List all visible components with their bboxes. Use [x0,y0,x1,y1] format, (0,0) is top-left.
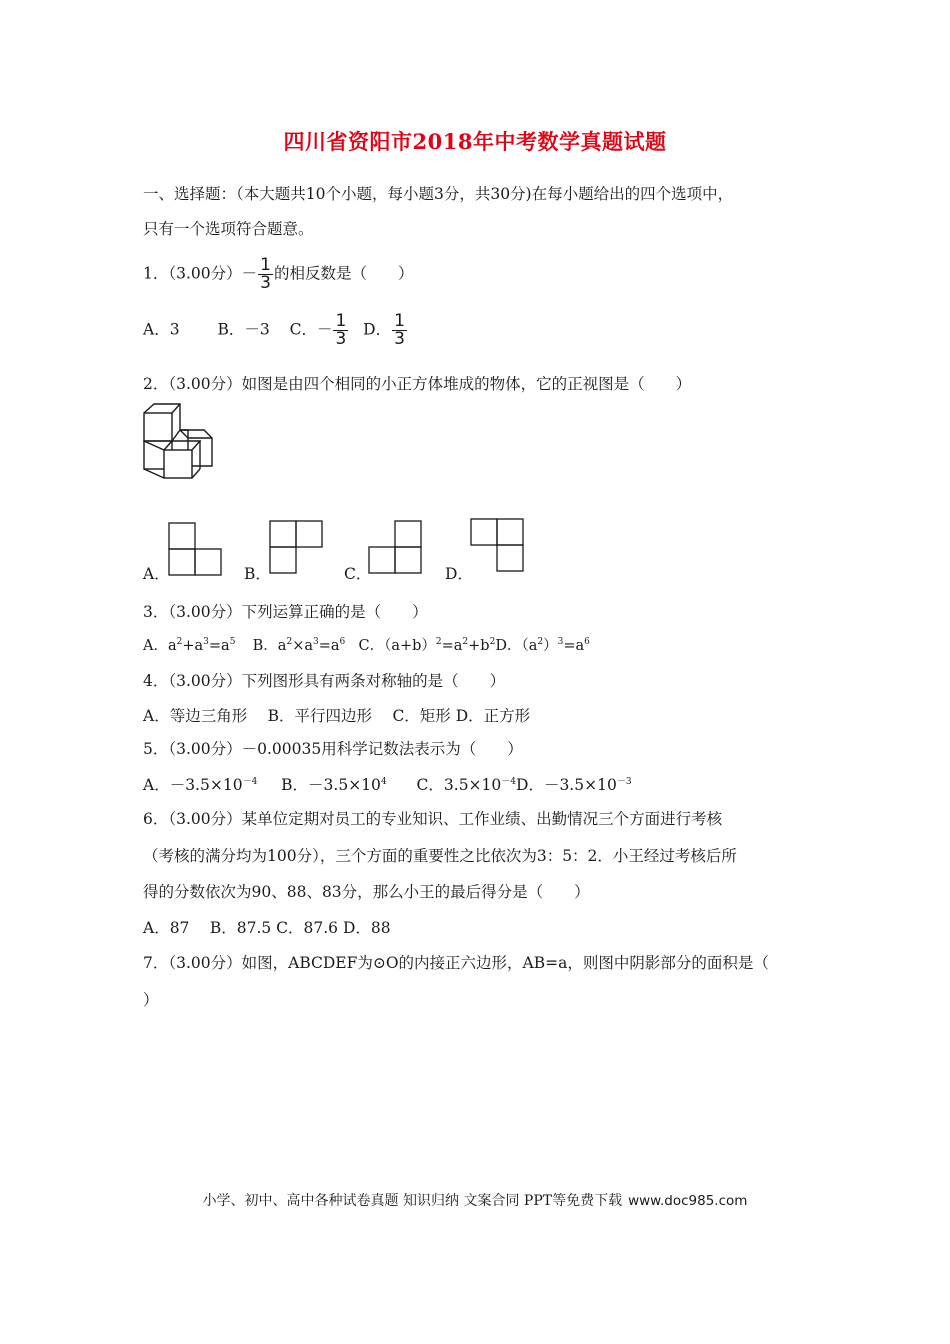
question-7-line1: 7．（3.00分）如图，ABCDEF为⊙O的内接正六边形，AB=a，则图中阴影部分的面积是（ [143,954,769,972]
q1-option-c-fraction [333,313,348,348]
q2-option-b-view [267,518,325,576]
q1-option-b: B．－3 [217,320,270,339]
q1-option-a: A．3 [143,320,180,339]
q2-option-a: A． [143,565,170,583]
question-2-stem: 2．（3.00分）如图是由四个相同的小正方体堆成的物体，它的正视图是（ ） [143,375,692,393]
q3-option-d-part: =a [563,638,585,654]
exponent: 6 [584,637,590,647]
q3-option-d: D．（a [495,638,538,654]
footer-link[interactable]: www.doc985.com [628,1193,748,1209]
q5-option-a: A．－3.5×10 [143,776,243,794]
question-1-options [143,313,408,348]
section-header-line2: 只有一个选项符合题意。 [143,220,314,238]
q3-option-a-part: +a [182,638,204,654]
exponent: 2 [435,637,442,647]
footer-text: 小学、初中、高中各种试卷真题 知识归纳 文案合同 PPT等免费下载 [202,1193,623,1209]
exponent: 2 [462,637,469,647]
q2-option-a-view [166,520,224,578]
section-header-line1: 一、选择题：（本大题共10个小题，每小题3分，共30分)在每小题给出的四个选项中， [143,185,734,203]
question-4-stem: 4．（3.00分）下列图形具有两条对称轴的是（ ） [143,672,506,690]
question-4-options: A．等边三角形 B．平行四边形 C．矩形 D．正方形 [143,707,531,725]
question-6-line3: 得的分数依次为90、88、83分，那么小王的最后得分是（ ） [143,883,590,901]
question-3-stem: 3．（3.00分）下列运算正确的是（ ） [143,603,428,621]
q3-option-c-part: =a [441,638,463,654]
q1-option-d-fraction [392,313,407,348]
question-7-line2: ） [143,991,159,1009]
q3-option-c-part: +b [468,638,490,654]
q2-option-c-view [366,518,424,576]
fraction-numerator: 1 [260,255,271,275]
q5-option-b: B．－3.5×10 [281,776,381,794]
question-5-stem: 5．（3.00分）－0.00035用科学记数法表示为（ ） [143,740,523,758]
fraction-numerator: 1 [394,311,405,331]
q2-option-b: B． [244,565,271,583]
footer [0,1190,950,1210]
q3-option-b-part: =a [318,638,340,654]
q5-option-c: C．3.5×10 [416,776,502,794]
page-title: 四川省资阳市2018年中考数学真题试题 [283,129,667,154]
q3-option-b-part: ×a [292,638,313,654]
q1-option-d: D． [363,320,392,339]
question-1-stem [143,257,413,292]
exponent: 6 [339,637,346,647]
exponent: －4 [501,777,517,787]
q2-option-c: C． [344,565,372,583]
q1-option-c: C．－ [289,320,333,339]
q2-option-d-view [468,516,526,574]
exponent: 2 [537,637,544,647]
exponent: －3 [616,777,632,787]
question-5-options [143,773,632,795]
question-3-options [143,634,590,655]
q3-option-c: C．（a+b） [358,638,436,654]
exponent: 3 [203,637,209,647]
fraction-denominator: 3 [394,329,405,349]
fraction-numerator: 1 [335,311,347,331]
exponent: 2 [176,637,183,647]
q1-prefix: 1．（3.00分）－ [143,264,258,283]
q3-option-b: B．a [252,638,287,654]
fraction-denominator: 3 [260,273,271,293]
q3-option-d-part: ） [543,638,558,654]
question-6-options: A．87 B．87.5 C．87.6 D．88 [143,919,391,937]
exponent: 2 [489,637,496,647]
q3-option-a-part: =a [208,638,230,654]
exponent: 4 [380,777,387,787]
q2-cube-stack-figure [140,400,220,485]
q3-option-a: A．a [143,638,177,654]
exponent: 3 [312,637,319,647]
exponent: －4 [242,777,258,787]
exponent: 5 [229,637,236,647]
exponent: 3 [557,637,564,647]
q5-option-d: D．－3.5×10 [516,776,617,794]
q2-option-d: D． [445,565,473,583]
question-6-line1: 6．（3.00分）某单位定期对员工的专业知识、工作业绩、出勤情况三个方面进行考核 [143,810,723,828]
q1-suffix: 的相反数是（ ） [273,264,414,283]
q1-fraction [258,257,273,292]
question-6-line2: （考核的满分均为100分），三个方面的重要性之比依次为3：5：2．小王经过考核后所 [143,847,737,865]
exponent: 2 [286,637,293,647]
fraction-denominator: 3 [335,329,347,349]
